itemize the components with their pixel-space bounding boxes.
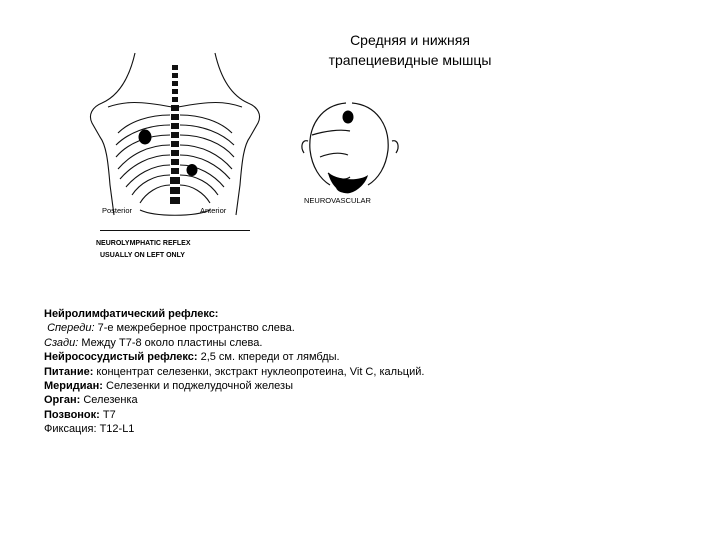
title-line-1: Средняя и нижняя [350,32,470,48]
neurolymphatic-line [44,307,684,321]
back-text: Между T7-8 около пластины слева. [78,336,263,349]
nutrition-label: Питание: [44,365,94,378]
front-label: Спереди: [47,322,95,335]
title-line-2: трапециевидные мышцы [328,52,492,68]
lambda-reflex-point [343,111,354,124]
back-label: Сзади: [44,336,79,349]
neurolymphatic-label: Нейролимфатический рефлекс: [44,308,219,320]
posterior-reflex-point [139,130,152,145]
vertebra-label: Позвонок: [44,408,100,421]
vertebra-text: T7 [99,408,116,421]
caption-line-2: USUALLY ON LEFT ONLY [100,252,185,259]
organ-text: Селезенка [80,394,138,407]
label-posterior: Posterior [102,206,133,215]
nutrition-line [44,365,684,379]
reflex-info-block [44,307,684,437]
meridian-line [44,379,684,393]
fixation-line: Фиксация: T12-L1 [44,423,135,436]
neurovascular-text: 2,5 см. кпереди от лямбды. [197,351,340,364]
torso-reflex-figure [80,45,270,270]
front-text: 7-е межреберное пространство слева. [94,322,295,335]
head-neurovascular-figure [300,95,400,210]
page-title [300,30,520,70]
back-line [44,336,684,350]
nutrition-text: концентрат селезенки, экстракт нуклеопротеина, Vit C, кальций. [93,365,425,378]
label-neurovascular: NEUROVASCULAR [304,196,371,205]
neurovascular-line [44,350,684,364]
caption-line-1: NEUROLYMPHATIC REFLEX [96,240,191,247]
label-anterior: Anterior [200,206,227,215]
neurovascular-label: Нейрососудистый рефлекс: [44,351,198,364]
anterior-reflex-point [187,164,198,176]
organ-line [44,393,684,407]
front-line [44,321,684,335]
meridian-label: Меридиан: [44,380,103,393]
meridian-text: Селезенки и поджелудочной железы [102,380,293,393]
organ-label: Орган: [44,394,81,407]
vertebra-line [44,408,684,422]
